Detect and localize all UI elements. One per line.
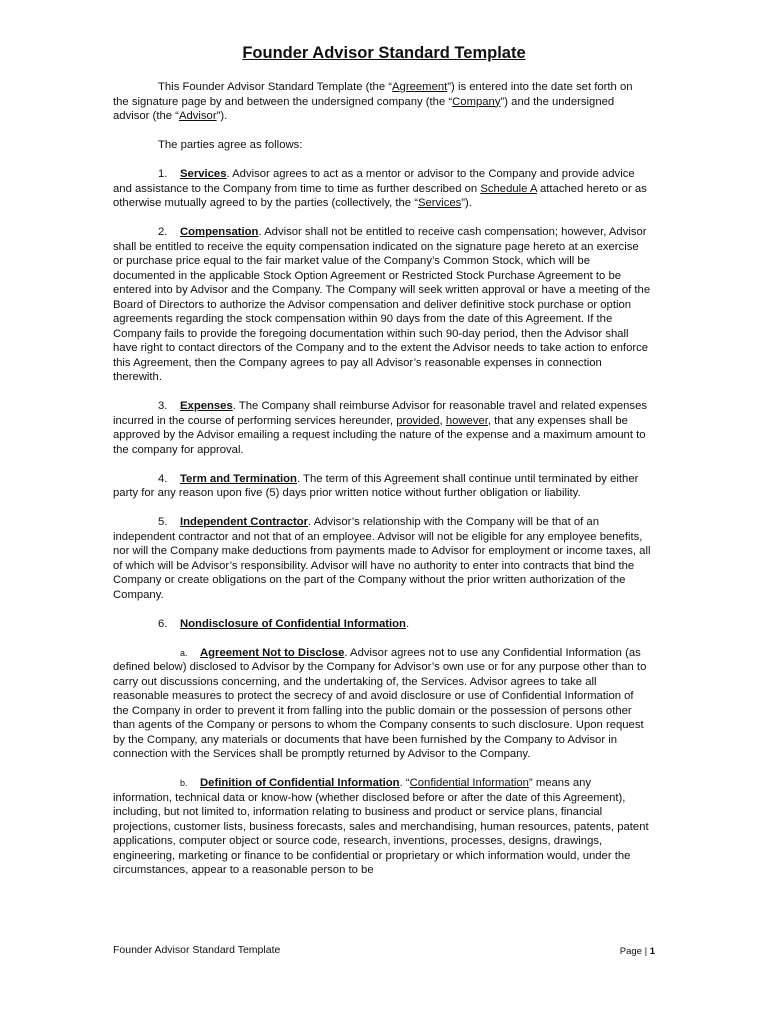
subsection-heading: Agreement Not to Disclose — [200, 646, 345, 659]
intro-text-1: This Founder Advisor Standard Template (the “ — [158, 81, 393, 93]
section-text: . Advisor shall not be entitled to receive cash compensation; however, Advisor shall be entitled to receive the equity compensation indicated on the signature page hereto at an exercise or purchase price equal to the fair market value of the Company’s Common Stock, which will be documented in the applicable Stock Option Agreement or Restricted Stock Purchase Agreement to be entered into by Advisor and the Company. The Company will seek written approval or have a meeting of the Board of Directors to authorize the Advisor compensation and deliver definitive stock purchase or option agreements regarding the stock compensation within 90 days from the date of this Agreement. If the Company fails to provide the foregoing documentation within such 90-day period, then the Advisor shall have right to contact directors of the Company and to the extent the Advisor needs to take action to enforce this Agreement, then the Company agrees to pay all Advisor’s reasonable expenses in connection therewith. — [113, 226, 651, 383]
term-confidential-information: Confidential Information — [409, 777, 529, 789]
page-number: 1 — [649, 946, 655, 957]
section-number: 3. — [158, 400, 168, 412]
section-text: . The Company shall reimburse Advisor for reasonable travel and related expenses incurred in the course of performing services hereunder, — [113, 400, 647, 427]
page-separator: | — [641, 946, 650, 957]
section-nondisclosure — [113, 617, 651, 632]
term-provided: provided — [396, 414, 440, 427]
section-heading: Independent Contractor — [180, 516, 309, 528]
section-text: , that any expenses shall be approved by the Advisor emailing a request including the nature of the expense and a maximum amount to the company for approval. — [113, 414, 646, 456]
subsection-heading: Definition of Confidential Information — [200, 777, 400, 789]
section-number: 1. — [158, 168, 168, 180]
section-heading: Compensation — [180, 226, 259, 238]
section-independent-contractor — [113, 515, 651, 602]
subsection-letter: b. — [180, 778, 188, 788]
parties-paragraph: The parties agree as follows: — [158, 139, 303, 151]
page-label: Page — [619, 946, 642, 957]
document-title: Founder Advisor Standard Template — [242, 44, 526, 62]
section-expenses — [113, 399, 651, 457]
subsection-letter: a. — [180, 647, 188, 658]
document-body — [113, 80, 651, 878]
section-number: 2. — [158, 226, 168, 238]
subsection-definition-confidential-information — [113, 776, 651, 878]
section-text: . The term of this Agreement shall continue until terminated by either party for any reason upon five (5) days prior written notice without further obligation or liability. — [113, 472, 639, 499]
intro-text-2: ”) is entered into the date set forth on the signature page by and between the undersigned company (the “ — [113, 81, 633, 108]
section-text: . Advisor’s relationship with the Company will be that of an independent contractor and not that of an employee. Advisor will not be eligible for any employee benefits, nor will the Company make deductions from payments made to Advisor for employment or income taxes, all of which will be Advisor’s responsibility. Advisor will have no authority to enter into contracts that bind the Company or create obligations on the part of the Company without the prior written authorization of the Company. — [113, 516, 651, 601]
intro-text-4: ”). — [216, 110, 228, 122]
section-heading: Term and Termination — [180, 472, 297, 485]
subsection-text: . “ — [399, 777, 410, 789]
term-company: Company — [452, 95, 501, 108]
section-text: , — [439, 414, 446, 427]
subsection-agreement-not-to-disclose — [113, 646, 651, 762]
section-text: ”). — [461, 197, 472, 209]
section-heading: Expenses — [180, 400, 233, 412]
section-number: 4. — [158, 472, 168, 485]
section-number: 6. — [158, 617, 168, 630]
term-advisor: Advisor — [178, 110, 217, 122]
section-services — [113, 167, 651, 211]
term-services: Services — [417, 197, 462, 209]
section-text: . Advisor agrees to act as a mentor or advisor to the Company and provide advice and assistance to the Company from time to time as further described on — [113, 168, 635, 195]
subsection-text: ” means any information, technical data or know-how (whether disclosed before or after the date of this Agreement), including, but not limited to, information relating to business and product or service plans, financial projections, customer lists, business forecasts, sales and merchandising, human resources, patents, patent applications, computer object or source code, research, inventions, processes, designs, drawings, engineering, marketing or finance to be confidential or proprietary or which information would, under the circumstances, appear to a reasonable person to be — [113, 777, 649, 876]
schedule-a-reference: Schedule A — [480, 182, 537, 195]
intro-paragraph — [113, 80, 651, 124]
section-number: 5. — [158, 516, 168, 528]
footer-document-title: Founder Advisor Standard Template — [113, 944, 281, 956]
subsection-text: . Advisor agrees not to use any Confidential Information (as defined below) disclosed to Advisor by the Company for Advisor’s own use or for any purpose other than to carry out discussions concerning, and the undertaking of, the Services. Advisor agrees to take all reasonable measures to protect the secrecy of and avoid disclosure or use of Confidential Information of the Company in order to prevent it from falling into the public domain or the possession of persons other than agents of the Company or persons to whom the Company consents to such disclosure. Upon request by the Company, any materials or documents that have been furnished by the Company to Advisor in connection with the Services shall be promptly returned by Advisor to the Company. — [113, 646, 647, 760]
footer-page-number — [620, 946, 655, 957]
section-heading: Nondisclosure of Confidential Information — [180, 617, 406, 630]
intro-text-3: ”) and the undersigned advisor (the “ — [113, 95, 615, 122]
section-text: . — [405, 617, 410, 630]
section-compensation — [113, 225, 651, 385]
term-however: however — [445, 414, 488, 427]
section-text: attached hereto or as otherwise mutually agreed to by the parties (collectively, the “ — [113, 182, 647, 209]
term-agreement: Agreement — [392, 81, 448, 93]
section-term-and-termination — [113, 472, 651, 501]
section-heading: Services — [180, 168, 227, 180]
